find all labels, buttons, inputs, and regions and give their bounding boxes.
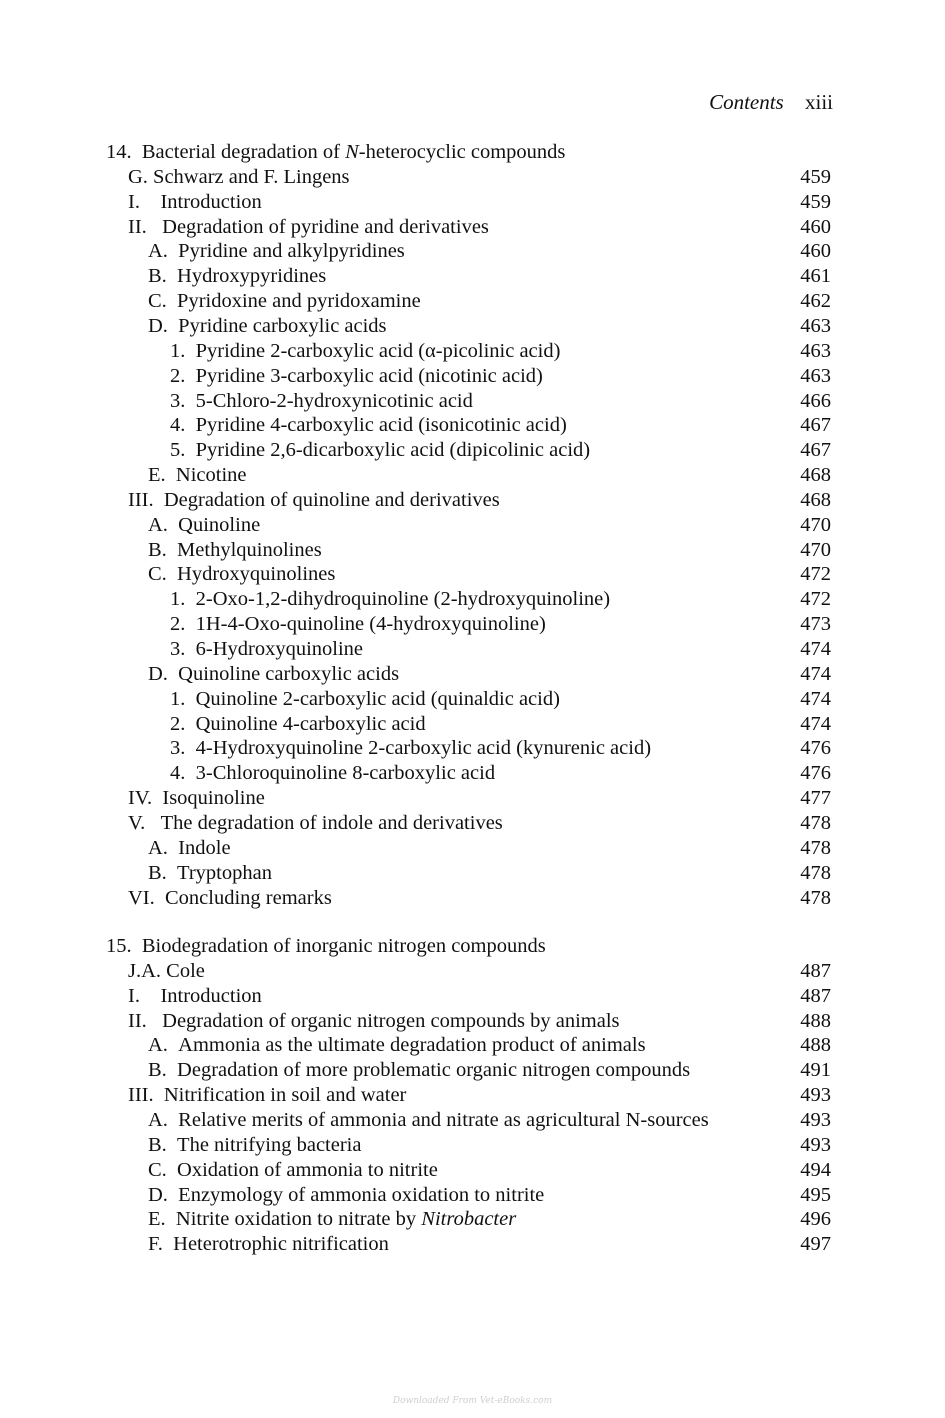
toc-entry-title: A. Quinoline xyxy=(148,513,261,536)
toc-entry xyxy=(0,761,945,786)
toc-entry-page-number: 463 xyxy=(800,364,831,387)
toc-entry xyxy=(0,339,945,364)
toc-entry-title: I. Introduction xyxy=(128,984,262,1007)
toc-chapter-heading xyxy=(0,140,945,165)
toc-entry xyxy=(0,786,945,811)
toc-entry-title: B. Methylquinolines xyxy=(148,538,322,561)
toc-entry-title: J.A. Cole xyxy=(128,959,205,982)
toc-entry-page-number: 495 xyxy=(800,1183,831,1206)
toc-entry-page-number: 468 xyxy=(800,488,831,511)
toc-entry-title: III. Nitrification in soil and water xyxy=(128,1084,407,1107)
toc-entry-title: F. Heterotrophic nitrification xyxy=(148,1233,389,1256)
toc-entry-title: 2. Quinoline 4-carboxylic acid xyxy=(170,712,426,735)
toc-entry-title: 1. 2-Oxo-1,2-dihydroquinoline (2-hydroxyquinoline) xyxy=(170,588,611,611)
toc-entry xyxy=(0,736,945,761)
toc-entry-page-number: 473 xyxy=(800,613,831,636)
toc-entry-title: G. Schwarz and F. Lingens xyxy=(128,165,350,188)
toc-entry-page-number: 491 xyxy=(800,1059,831,1082)
toc-entry-title: 1. Pyridine 2-carboxylic acid (α-picolinic acid) xyxy=(170,339,561,362)
toc-entry-title: D. Quinoline carboxylic acids xyxy=(148,662,400,685)
toc-entry-page-number: 467 xyxy=(800,439,831,462)
toc-entry-page-number: 497 xyxy=(800,1233,831,1256)
toc-entry-page-number: 478 xyxy=(800,861,831,884)
toc-entry-title: D. Enzymology of ammonia oxidation to nitrite xyxy=(148,1183,545,1206)
toc-entry-title: II. Degradation of pyridine and derivatives xyxy=(128,215,489,238)
toc-entry-page-number: 459 xyxy=(800,165,831,188)
watermark-text: Downloaded From Vet-eBooks.com xyxy=(392,1396,553,1406)
toc-entry xyxy=(0,687,945,712)
toc-entry xyxy=(0,612,945,637)
toc-entry-title: D. Pyridine carboxylic acids xyxy=(148,314,387,337)
toc-entry-page-number: 468 xyxy=(800,464,831,487)
toc-entry-page-number: 476 xyxy=(800,762,831,785)
toc-entry-title: A. Indole xyxy=(148,836,231,859)
toc-entry xyxy=(0,1058,945,1083)
toc-entry-title: I. Introduction xyxy=(128,190,262,213)
toc-entry xyxy=(0,1133,945,1158)
toc-entry xyxy=(0,1232,945,1257)
toc-entry xyxy=(0,861,945,886)
toc-entry-page-number: 478 xyxy=(800,836,831,859)
toc-entry xyxy=(0,215,945,240)
toc-entry-title: 3. 4-Hydroxyquinoline 2-carboxylic acid (kynurenic acid) xyxy=(170,737,652,760)
toc-entry-page-number: 470 xyxy=(800,513,831,536)
toc-entry-title: A. Pyridine and alkylpyridines xyxy=(148,240,405,263)
toc-entry-page-number: 478 xyxy=(800,811,831,834)
toc-entry-title: B. Degradation of more problematic organic nitrogen compounds xyxy=(148,1059,691,1082)
toc-entry xyxy=(0,712,945,737)
toc-entry-title: 4. Pyridine 4-carboxylic acid (isonicotinic acid) xyxy=(170,414,567,437)
toc-entry xyxy=(0,1158,945,1183)
toc-entry xyxy=(0,413,945,438)
toc-entry-title: 5. Pyridine 2,6-dicarboxylic acid (dipicolinic acid) xyxy=(170,439,591,462)
toc-entry-title: 14. Bacterial degradation of N-heterocyclic compounds xyxy=(106,141,566,163)
toc-entry xyxy=(0,1083,945,1108)
toc-entry-title: II. Degradation of organic nitrogen compounds by animals xyxy=(128,1009,620,1032)
toc-entry-title: IV. Isoquinoline xyxy=(128,787,265,810)
toc-entry xyxy=(0,389,945,414)
toc-entry xyxy=(0,1183,945,1208)
toc-entry xyxy=(0,364,945,389)
toc-entry-title: A. Ammonia as the ultimate degradation product of animals xyxy=(148,1034,646,1057)
toc-entry-page-number: 474 xyxy=(800,662,831,685)
toc-entry-page-number: 463 xyxy=(800,339,831,362)
toc-entry xyxy=(0,587,945,612)
running-head xyxy=(709,88,833,116)
toc-entry-page-number: 488 xyxy=(800,1034,831,1057)
toc-entry xyxy=(0,438,945,463)
running-head-page-number: xiii xyxy=(804,90,833,114)
toc-entry-page-number: 493 xyxy=(800,1133,831,1156)
toc-entry-page-number: 462 xyxy=(800,290,831,313)
toc-entry xyxy=(0,165,945,190)
toc-entry-page-number: 487 xyxy=(800,959,831,982)
toc-entry-title: C. Hydroxyquinolines xyxy=(148,563,336,586)
toc-entry-title: C. Pyridoxine and pyridoxamine xyxy=(148,290,421,313)
toc-entry xyxy=(0,239,945,264)
toc-entry xyxy=(0,314,945,339)
toc-entry xyxy=(0,1033,945,1058)
toc-entry-title: E. Nicotine xyxy=(148,464,247,487)
toc-entry xyxy=(0,1207,945,1232)
toc-entry-title: E. Nitrite oxidation to nitrate by Nitrobacter xyxy=(148,1208,517,1231)
toc-entry-page-number: 477 xyxy=(800,787,831,810)
toc-entry-page-number: 496 xyxy=(800,1208,831,1231)
toc-entry xyxy=(0,1108,945,1133)
toc-entry xyxy=(0,513,945,538)
toc-entry xyxy=(0,637,945,662)
toc-entry-page-number: 488 xyxy=(800,1009,831,1032)
toc-entry xyxy=(0,190,945,215)
toc-entry xyxy=(0,836,945,861)
toc-entry-page-number: 493 xyxy=(800,1084,831,1107)
toc-entry-page-number: 472 xyxy=(800,563,831,586)
toc-entry-page-number: 487 xyxy=(800,984,831,1007)
toc-entry-page-number: 474 xyxy=(800,687,831,710)
toc-entry-title: C. Oxidation of ammonia to nitrite xyxy=(148,1158,438,1181)
toc-entry-title: B. The nitrifying bacteria xyxy=(148,1133,362,1156)
toc-entry-page-number: 470 xyxy=(800,538,831,561)
toc-entry-page-number: 476 xyxy=(800,737,831,760)
toc-entry xyxy=(0,959,945,984)
toc-entry-title: V. The degradation of indole and derivatives xyxy=(128,811,503,834)
toc-entry-title: III. Degradation of quinoline and derivatives xyxy=(128,488,500,511)
toc-entry-title: A. Relative merits of ammonia and nitrate as agricultural N-sources xyxy=(148,1108,709,1131)
toc-entry-title: 1. Quinoline 2-carboxylic acid (quinaldic acid) xyxy=(170,687,560,710)
toc-entry xyxy=(0,811,945,836)
toc-entry-page-number: 460 xyxy=(800,215,831,238)
toc-entry xyxy=(0,289,945,314)
toc-entry xyxy=(0,488,945,513)
toc-entry xyxy=(0,463,945,488)
toc-entry-page-number: 478 xyxy=(800,886,831,909)
toc-entry xyxy=(0,538,945,563)
toc-entry xyxy=(0,264,945,289)
running-head-title: Contents xyxy=(709,90,784,114)
toc-entry-page-number: 493 xyxy=(800,1108,831,1131)
toc-entry xyxy=(0,662,945,687)
toc-entry xyxy=(0,562,945,587)
toc-entry-page-number: 463 xyxy=(800,314,831,337)
toc-entry-title: B. Hydroxypyridines xyxy=(148,265,327,288)
toc-entry xyxy=(0,984,945,1009)
toc-entry-page-number: 461 xyxy=(800,265,831,288)
toc-entry-title: B. Tryptophan xyxy=(148,861,272,884)
toc-entry-page-number: 460 xyxy=(800,240,831,263)
toc-entry-page-number: 466 xyxy=(800,389,831,412)
toc-entry-page-number: 494 xyxy=(800,1158,831,1181)
toc-entry-title: 2. Pyridine 3-carboxylic acid (nicotinic acid) xyxy=(170,364,543,387)
toc-chapter-heading xyxy=(0,934,945,959)
toc-entry-page-number: 472 xyxy=(800,588,831,611)
toc-entry xyxy=(0,886,945,911)
toc-entry-title: VI. Concluding remarks xyxy=(128,886,332,909)
toc-entry-page-number: 459 xyxy=(800,190,831,213)
toc-entry-title: 2. 1H-4-Oxo-quinoline (4-hydroxyquinoline) xyxy=(170,613,546,636)
toc-entry-page-number: 467 xyxy=(800,414,831,437)
toc-entry-title: 3. 6-Hydroxyquinoline xyxy=(170,638,364,660)
toc-entry-title: 3. 5-Chloro-2-hydroxynicotinic acid xyxy=(170,389,473,412)
toc-entry-title: 15. Biodegradation of inorganic nitrogen compounds xyxy=(106,935,546,957)
toc-entry-page-number: 474 xyxy=(800,712,831,735)
toc-entry-page-number: 474 xyxy=(800,638,831,660)
toc-entry xyxy=(0,1009,945,1034)
toc-entry-title: 4. 3-Chloroquinoline 8-carboxylic acid xyxy=(170,762,496,785)
